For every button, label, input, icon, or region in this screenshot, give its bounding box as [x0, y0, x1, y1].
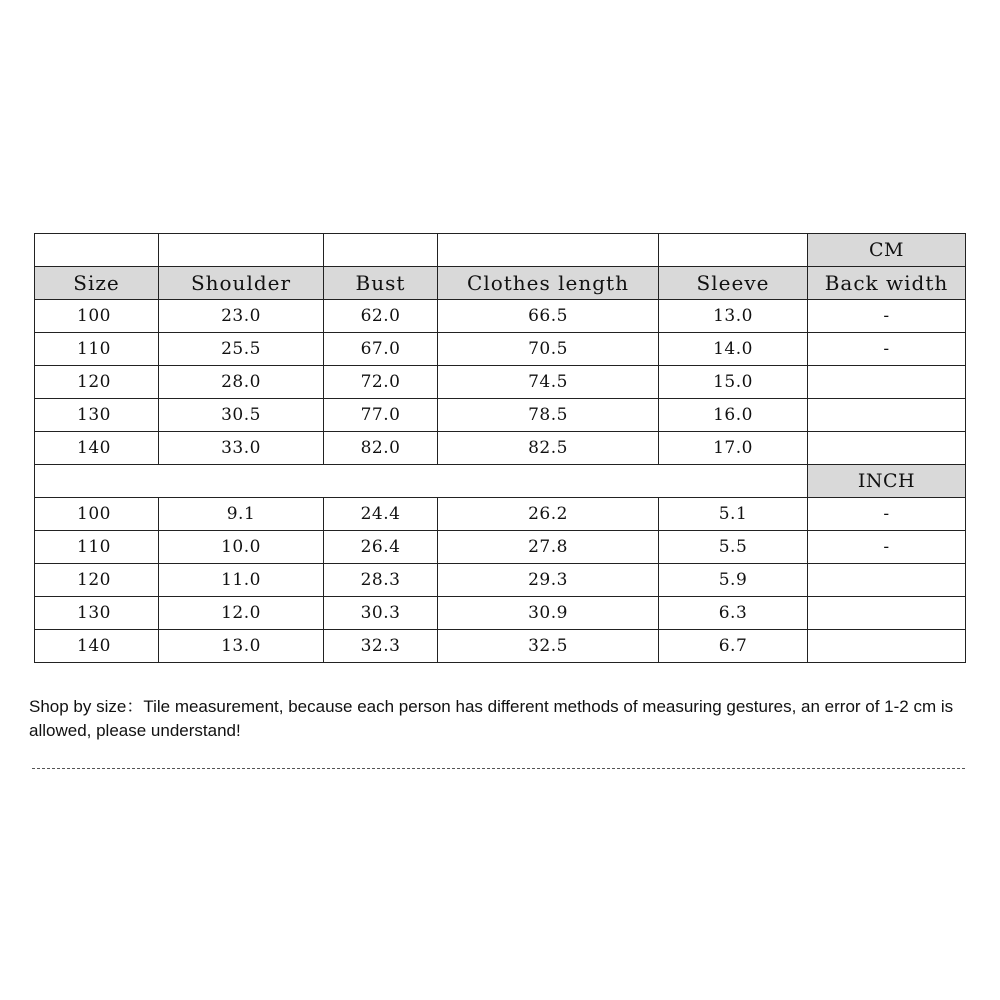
cell-clothes-length: 30.9 — [438, 597, 659, 630]
table-row — [35, 366, 966, 399]
header-shoulder: Shoulder — [159, 267, 324, 300]
header-sleeve: Sleeve — [659, 267, 808, 300]
cell-bust: 72.0 — [324, 366, 438, 399]
empty-cell — [159, 234, 324, 267]
cell-size: 130 — [35, 597, 159, 630]
cell-clothes-length: 26.2 — [438, 498, 659, 531]
cell-size: 100 — [35, 300, 159, 333]
cell-sleeve: 17.0 — [659, 432, 808, 465]
unit-label-inch: INCH — [808, 465, 966, 498]
cell-clothes-length: 66.5 — [438, 300, 659, 333]
cell-clothes-length: 29.3 — [438, 564, 659, 597]
cell-back-width: - — [808, 531, 966, 564]
table-row — [35, 399, 966, 432]
cell-shoulder: 11.0 — [159, 564, 324, 597]
empty-cell — [438, 234, 659, 267]
cell-shoulder: 28.0 — [159, 366, 324, 399]
dashed-divider — [32, 768, 965, 769]
cell-sleeve: 6.7 — [659, 630, 808, 663]
cell-shoulder: 33.0 — [159, 432, 324, 465]
cell-back-width — [808, 597, 966, 630]
cell-shoulder: 25.5 — [159, 333, 324, 366]
cell-bust: 67.0 — [324, 333, 438, 366]
cell-clothes-length: 32.5 — [438, 630, 659, 663]
cell-shoulder: 13.0 — [159, 630, 324, 663]
cell-back-width: - — [808, 300, 966, 333]
cell-size: 110 — [35, 531, 159, 564]
cell-back-width: - — [808, 498, 966, 531]
cell-back-width — [808, 630, 966, 663]
size-chart-table — [34, 233, 966, 663]
table-row — [35, 300, 966, 333]
cell-bust: 28.3 — [324, 564, 438, 597]
table-row — [35, 432, 966, 465]
table-row — [35, 564, 966, 597]
table-row — [35, 597, 966, 630]
header-back-width: Back width — [808, 267, 966, 300]
cell-sleeve: 14.0 — [659, 333, 808, 366]
cell-back-width: - — [808, 333, 966, 366]
empty-cell — [659, 234, 808, 267]
header-row — [35, 267, 966, 300]
cell-clothes-length: 74.5 — [438, 366, 659, 399]
header-clothes-length: Clothes length — [438, 267, 659, 300]
cell-shoulder: 12.0 — [159, 597, 324, 630]
cell-bust: 82.0 — [324, 432, 438, 465]
cell-clothes-length: 27.8 — [438, 531, 659, 564]
cell-bust: 32.3 — [324, 630, 438, 663]
empty-cell — [324, 234, 438, 267]
cell-size: 100 — [35, 498, 159, 531]
cell-size: 110 — [35, 333, 159, 366]
cell-shoulder: 9.1 — [159, 498, 324, 531]
cell-sleeve: 13.0 — [659, 300, 808, 333]
cell-bust: 77.0 — [324, 399, 438, 432]
cell-bust: 30.3 — [324, 597, 438, 630]
spacer-cell — [35, 465, 808, 498]
cell-shoulder: 23.0 — [159, 300, 324, 333]
table-row — [35, 333, 966, 366]
cell-clothes-length: 82.5 — [438, 432, 659, 465]
table-row — [35, 531, 966, 564]
cell-shoulder: 10.0 — [159, 531, 324, 564]
unit-row-cm — [35, 234, 966, 267]
cell-clothes-length: 78.5 — [438, 399, 659, 432]
cell-shoulder: 30.5 — [159, 399, 324, 432]
cell-back-width — [808, 432, 966, 465]
cell-sleeve: 15.0 — [659, 366, 808, 399]
cell-size: 120 — [35, 366, 159, 399]
table-row — [35, 498, 966, 531]
cell-sleeve: 6.3 — [659, 597, 808, 630]
cell-size: 140 — [35, 630, 159, 663]
cell-bust: 62.0 — [324, 300, 438, 333]
cell-size: 120 — [35, 564, 159, 597]
cell-sleeve: 5.9 — [659, 564, 808, 597]
cell-bust: 26.4 — [324, 531, 438, 564]
cell-back-width — [808, 366, 966, 399]
empty-cell — [35, 234, 159, 267]
cell-bust: 24.4 — [324, 498, 438, 531]
cell-back-width — [808, 564, 966, 597]
header-bust: Bust — [324, 267, 438, 300]
cell-back-width — [808, 399, 966, 432]
cell-clothes-length: 70.5 — [438, 333, 659, 366]
cell-size: 130 — [35, 399, 159, 432]
header-size: Size — [35, 267, 159, 300]
cell-sleeve: 5.1 — [659, 498, 808, 531]
unit-row-inch — [35, 465, 966, 498]
cell-size: 140 — [35, 432, 159, 465]
cell-sleeve: 16.0 — [659, 399, 808, 432]
unit-label-cm: CM — [808, 234, 966, 267]
table-row — [35, 630, 966, 663]
cell-sleeve: 5.5 — [659, 531, 808, 564]
measurement-note: Shop by size：Tile measurement, because each person has different methods of measuring gestures, an error of 1-2 cm is allowed, please understand! — [29, 697, 954, 740]
